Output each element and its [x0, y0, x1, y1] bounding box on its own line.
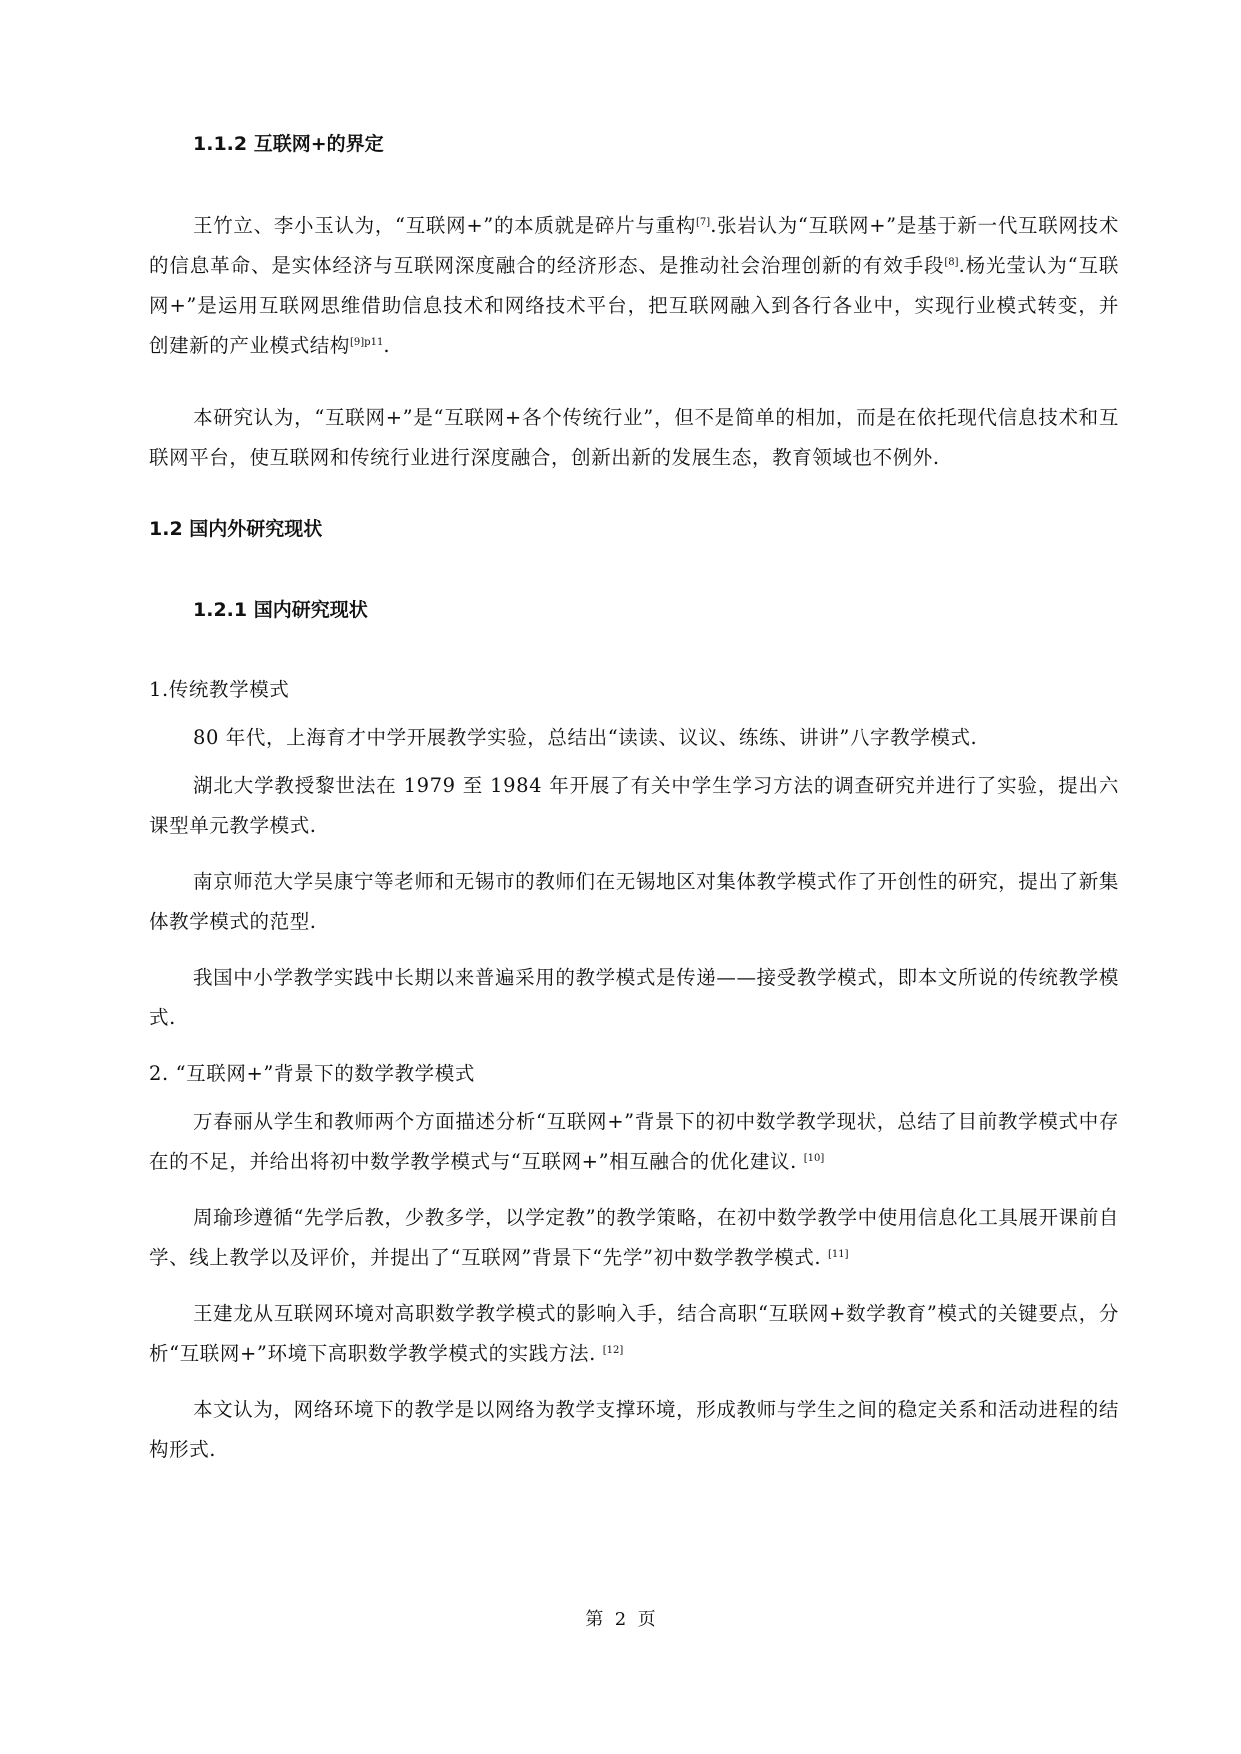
paragraph-text: 周瑜珍遵循“先学后教，少教多学，以学定教”的教学策略，在初中数学教学中使用信息化工具展开课前自学、线上教学以及评价，并提出了“互联网”背景下“先学”初中数学教学模式.: [149, 1206, 1119, 1269]
paragraph-wang-jianlong: [149, 1294, 1119, 1374]
citation-ref: [7]: [696, 217, 711, 228]
list-item-label-internet-plus: 2. “互联网+”背景下的数学教学模式: [149, 1062, 475, 1085]
paragraph-text: .: [383, 334, 391, 357]
paragraph-zhou-yuzhen: [149, 1198, 1119, 1278]
citation-ref: [10]: [803, 1153, 825, 1164]
citation-ref: [11]: [827, 1249, 849, 1260]
paragraph-hubei: 湖北大学教授黎世法在 1979 至 1984 年开展了有关中学生学习方法的调查研究并进行了实验，提出六课型单元教学模式.: [149, 774, 1119, 837]
paragraph-wan-chunli: [149, 1102, 1119, 1182]
paragraph-yucai: 80 年代，上海育才中学开展教学实验，总结出“读读、议议、练练、讲讲”八字教学模式.: [193, 726, 978, 749]
section-heading-1-2-1: 1.2.1 国内研究现状: [193, 599, 368, 621]
paragraph-transmission: 我国中小学教学实践中长期以来普遍采用的教学模式是传递——接受教学模式，即本文所说的传统教学模式.: [149, 966, 1119, 1029]
page-number: 第 2 页: [585, 1609, 656, 1630]
paragraph-conclusion: 本文认为，网络环境下的教学是以网络为教学支撑环境，形成教师与学生之间的稳定关系和活动进程的结构形式.: [149, 1398, 1119, 1461]
paragraph-nanjing: 南京师范大学吴康宁等老师和无锡市的教师们在无锡地区对集体教学模式作了开创性的研究，提出了新集体教学模式的范型.: [149, 870, 1119, 933]
paragraph-text: 王竹立、李小玉认为，“互联网+”的本质就是碎片与重构: [193, 214, 697, 237]
section-heading-1-1-2: 1.1.2 互联网+的界定: [193, 133, 384, 155]
paragraph-text: .杨光莹认为“互联网+”是运用互联网思维借助信息技术和网络技术平台，把互联网融入到各行各业中，实现行业模式转变，并创建新的产业模式结构: [149, 254, 1119, 357]
paragraph-text: .张岩认为“互联网+”是基于新一代互联网技术的信息革命、是实体经济与互联网深度融合的经济形态、是推动社会治理创新的有效手段: [149, 214, 1119, 277]
paragraph-text: 王建龙从互联网环境对高职数学教学模式的影响入手，结合高职“互联网+数学教育”模式的关键要点，分析“互联网+”环境下高职数学教学模式的实践方法.: [149, 1302, 1119, 1365]
paragraph-text: 万春丽从学生和教师两个方面描述分析“互联网+”背景下的初中数学教学现状，总结了目前教学模式中存在的不足，并给出将初中数学教学模式与“互联网+”相互融合的优化建议.: [149, 1110, 1119, 1173]
citation-ref: [8]: [944, 257, 959, 268]
citation-ref: [9]p11: [350, 337, 384, 348]
paragraph-definition-reviews: [149, 206, 1119, 366]
list-item-label-traditional: 1.传统教学模式: [149, 678, 290, 701]
paragraph-definition-this-study: 本研究认为，“互联网+”是“互联网+各个传统行业”，但不是简单的相加，而是在依托现代信息技术和互联网平台，使互联网和传统行业进行深度融合，创新出新的发展生态，教育领域也不例外.: [149, 406, 1119, 469]
citation-ref: [12]: [602, 1345, 624, 1356]
section-heading-1-2: 1.2 国内外研究现状: [149, 518, 323, 540]
